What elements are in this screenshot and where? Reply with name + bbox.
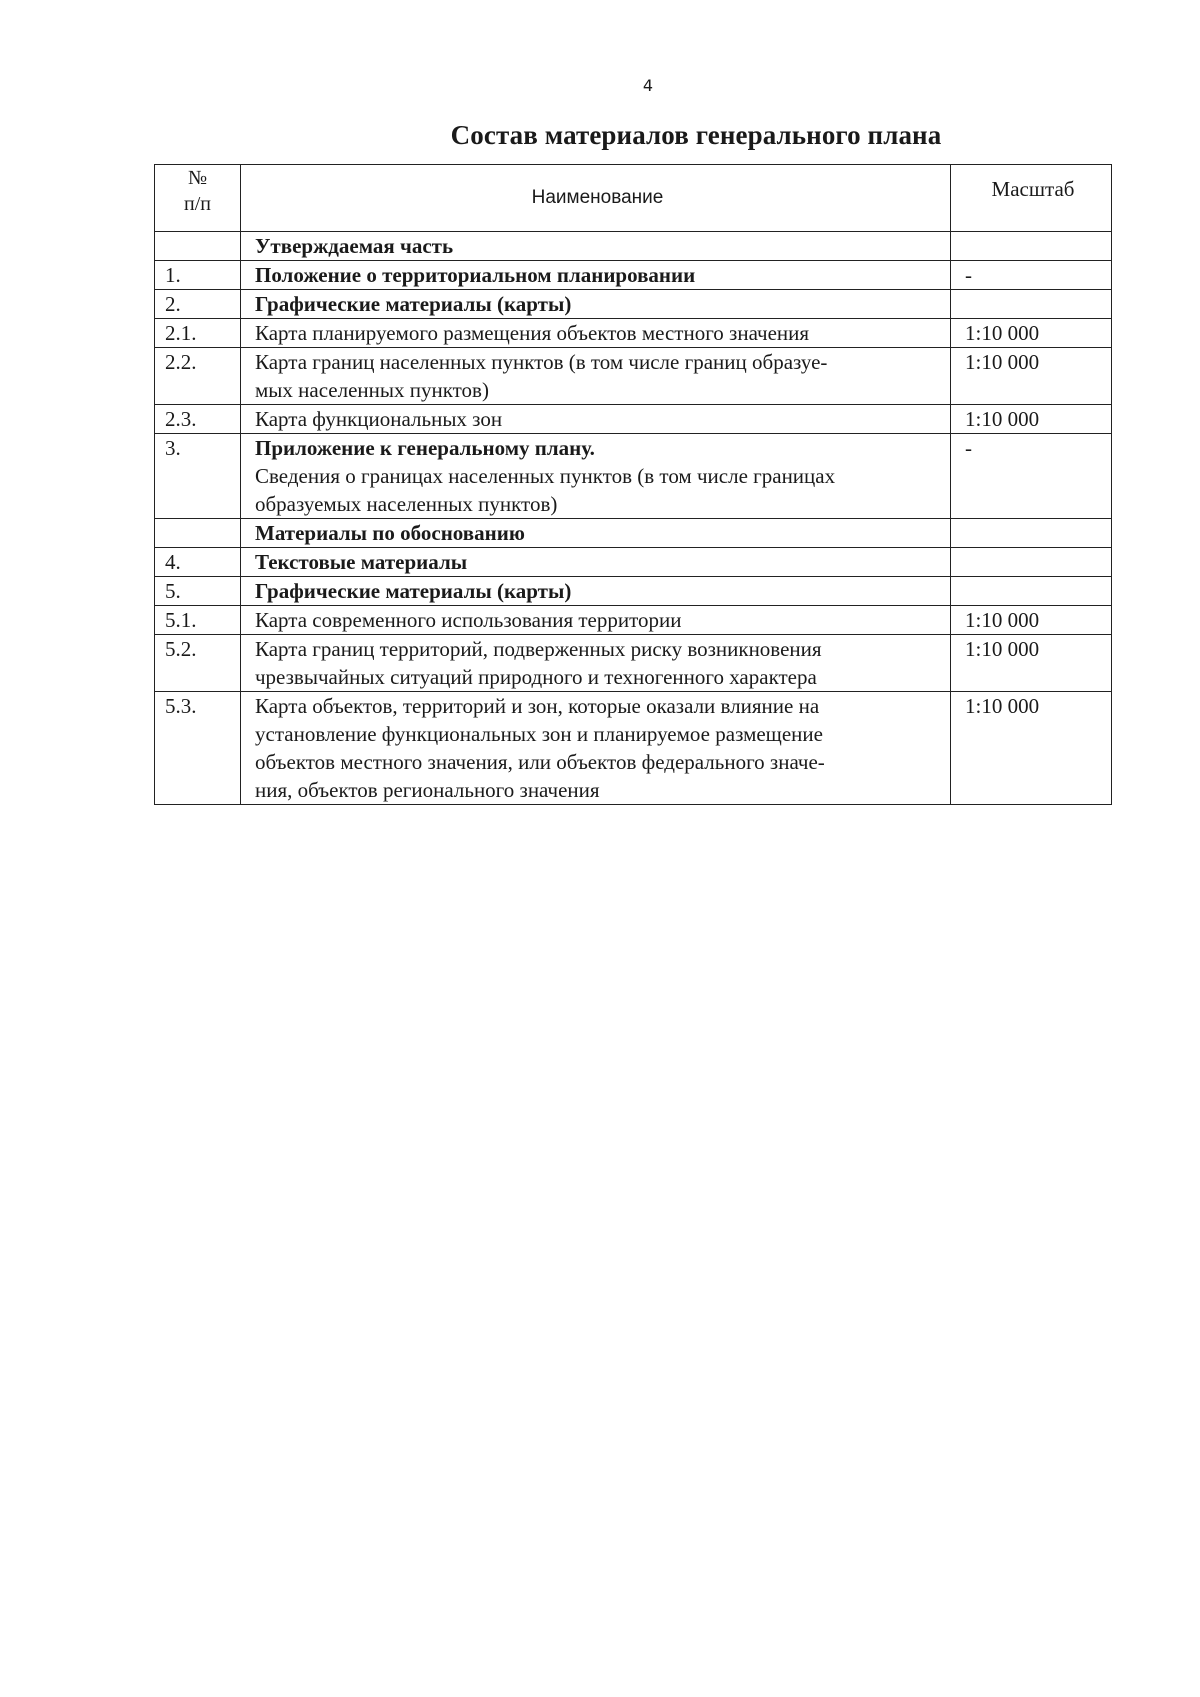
header-num-cell: [155, 165, 241, 232]
row-scale-cell: 1:10 000: [951, 692, 1112, 805]
row-scale-cell: 1:10 000: [951, 606, 1112, 635]
section-row: [155, 519, 1112, 548]
table-row: [155, 577, 1112, 606]
row-name-cell: [241, 348, 951, 405]
row-name-line: образуемых населенных пунктов): [255, 492, 558, 516]
row-name-line: чрезвычайных ситуаций природного и техногенного характера: [255, 665, 817, 689]
row-number-cell: 1.: [155, 261, 241, 290]
row-name-line: мых населенных пунктов): [255, 378, 489, 402]
row-name-line: Графические материалы (карты): [255, 292, 572, 316]
row-number-cell: 5.2.: [155, 635, 241, 692]
row-scale-cell: 1:10 000: [951, 348, 1112, 405]
row-name-cell: [241, 232, 951, 261]
row-name-line: объектов местного значения, или объектов федерального значе-: [255, 750, 825, 774]
row-name-line: Положение о территориальном планировании: [255, 263, 696, 287]
row-scale-cell: [951, 548, 1112, 577]
row-name-line: Текстовые материалы: [255, 550, 468, 574]
table-row: [155, 405, 1112, 434]
row-name-line: Карта функциональных зон: [255, 407, 503, 431]
row-scale-cell: [951, 232, 1112, 261]
header-scale-cell: Масштаб: [951, 165, 1112, 232]
row-name-line: Карта современного использования территории: [255, 608, 682, 632]
table-row: [155, 261, 1112, 290]
row-name-cell: [241, 405, 951, 434]
row-number-cell: 2.: [155, 290, 241, 319]
row-name-title: Приложение к генеральному плану.: [255, 436, 595, 460]
table-row: [155, 319, 1112, 348]
row-name-line: Карта объектов, территорий и зон, которые оказали влияние на: [255, 694, 820, 718]
page-number: 4: [642, 76, 654, 95]
row-name-line: Карта границ населенных пунктов (в том числе границ образуе-: [255, 350, 828, 374]
header-num-symbol: №: [187, 167, 208, 189]
row-number-cell: 2.2.: [155, 348, 241, 405]
section-row: [155, 232, 1112, 261]
row-name-line: Графические материалы (карты): [255, 579, 572, 603]
row-scale-cell: 1:10 000: [951, 635, 1112, 692]
row-name-cell: [241, 692, 951, 805]
row-scale-cell: -: [951, 261, 1112, 290]
table-row: [155, 606, 1112, 635]
row-name-line: Карта границ территорий, подверженных риску возникновения: [255, 637, 822, 661]
row-number-cell: 5.: [155, 577, 241, 606]
table-row: [155, 434, 1112, 519]
materials-table: [154, 164, 1112, 805]
row-name-cell: [241, 261, 951, 290]
row-name-cell: [241, 606, 951, 635]
row-number-cell: 5.1.: [155, 606, 241, 635]
row-name-cell: [241, 577, 951, 606]
row-name-line: установление функциональных зон и планируемое размещение: [255, 722, 823, 746]
row-name-line: ния, объектов регионального значения: [255, 778, 600, 802]
row-name-cell: [241, 548, 951, 577]
row-name-line: Карта планируемого размещения объектов местного значения: [255, 321, 810, 345]
row-number-cell: 4.: [155, 548, 241, 577]
row-name-line: Утверждаемая часть: [255, 234, 454, 258]
document-title: Состав материалов генерального плана: [450, 120, 942, 150]
header-num-abbr: п/п: [184, 193, 211, 215]
row-scale-cell: [951, 519, 1112, 548]
row-number-cell: 2.1.: [155, 319, 241, 348]
row-number-cell: 3.: [155, 434, 241, 519]
row-name-cell: [241, 519, 951, 548]
table-row: [155, 635, 1112, 692]
row-name-line: Материалы по обоснованию: [255, 521, 525, 545]
table-header-row: [155, 165, 1112, 232]
row-name-cell: [241, 434, 951, 519]
row-name-cell: [241, 290, 951, 319]
table-row: [155, 290, 1112, 319]
row-name-cell: [241, 319, 951, 348]
row-scale-cell: 1:10 000: [951, 405, 1112, 434]
table-row: [155, 548, 1112, 577]
row-scale-cell: [951, 290, 1112, 319]
row-number-cell: [155, 232, 241, 261]
row-scale-cell: -: [951, 434, 1112, 519]
table-row: [155, 348, 1112, 405]
row-scale-cell: 1:10 000: [951, 319, 1112, 348]
row-number-cell: 5.3.: [155, 692, 241, 805]
row-number-cell: [155, 519, 241, 548]
row-name-line: Сведения о границах населенных пунктов (в том числе границах: [255, 464, 836, 488]
row-scale-cell: [951, 577, 1112, 606]
row-number-cell: 2.3.: [155, 405, 241, 434]
table-row: [155, 692, 1112, 805]
header-name-cell: Наименование: [241, 165, 951, 232]
row-name-cell: [241, 635, 951, 692]
